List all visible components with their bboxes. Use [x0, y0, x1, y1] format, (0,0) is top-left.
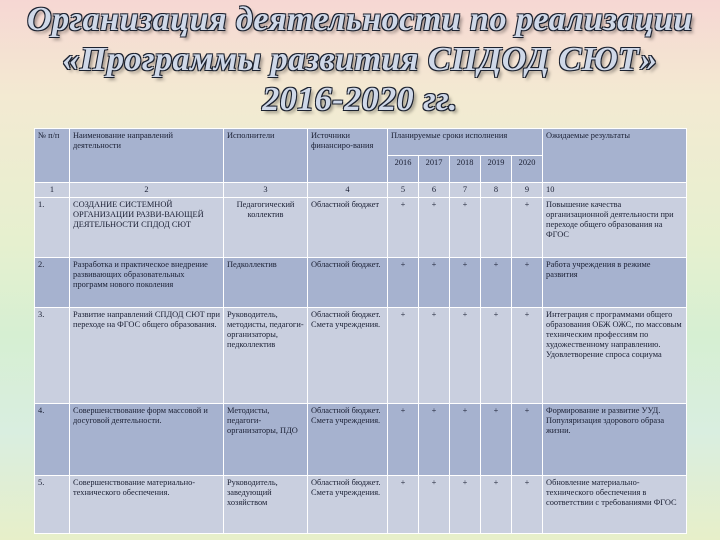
row-num: 1.: [35, 198, 70, 258]
year-2018: 2018: [450, 156, 481, 183]
row-mark: +: [450, 308, 481, 404]
row-mark: +: [419, 198, 450, 258]
row-mark: +: [419, 308, 450, 404]
row-result: Интеграция с программами общего образования ОБЖ ОЖС, по массовым техническим профессиям по художественному направлению. Удовлетворение спроса социума: [543, 308, 687, 404]
row-mark: [481, 198, 512, 258]
column-numbers-row: [35, 183, 687, 198]
col-number: 5: [388, 183, 419, 198]
year-2016: 2016: [388, 156, 419, 183]
col-number: 10: [543, 183, 687, 198]
row-result: Обновление материально-технического обеспечения в соответствии с требованиями ФГОС: [543, 476, 687, 534]
row-name: Развитие направлений СПДОД СЮТ при переходе на ФГОС общего образования.: [70, 308, 224, 404]
row-result: Работа учреждения в режиме развития: [543, 258, 687, 308]
row-mark: +: [419, 258, 450, 308]
row-mark: +: [512, 404, 543, 476]
col-number: 8: [481, 183, 512, 198]
row-name: СОЗДАНИЕ СИСТЕМНОЙ ОРГАНИЗАЦИИ РАЗВИ-ВАЮЩЕЙ ДЕЯТЕЛЬНОСТИ СПДОД СЮТ: [70, 198, 224, 258]
row-name: Совершенствование материально-технического обеспечения.: [70, 476, 224, 534]
row-mark: +: [512, 198, 543, 258]
row-funding: Областной бюджет. Смета учреждения.: [308, 308, 388, 404]
title-line-1: Организация деятельности по реализации: [27, 1, 693, 38]
header-terms: Планируемые сроки исполнения: [388, 129, 543, 156]
table-row: [35, 308, 687, 404]
col-number: 6: [419, 183, 450, 198]
year-2020: 2020: [512, 156, 543, 183]
row-funding: Областной бюджет: [308, 198, 388, 258]
row-num: 3.: [35, 308, 70, 404]
row-mark: +: [450, 198, 481, 258]
row-name: Совершенствование форм массовой и досуговой деятельности.: [70, 404, 224, 476]
col-number: 9: [512, 183, 543, 198]
row-funding: Областной бюджет. Смета учреждения.: [308, 404, 388, 476]
row-num: 5.: [35, 476, 70, 534]
row-mark: +: [388, 258, 419, 308]
table-row: [35, 404, 687, 476]
program-table: [34, 128, 687, 534]
row-mark: +: [450, 404, 481, 476]
row-mark: +: [419, 476, 450, 534]
header-results: Ожидаемые результаты: [543, 129, 687, 183]
row-executor: Руководитель, заведующий хозяйством: [224, 476, 308, 534]
table-row: [35, 258, 687, 308]
page-title: [0, 0, 720, 120]
table-row: [35, 476, 687, 534]
row-name: Разработка и практическое внедрение развивающих образовательных программ нового поколения: [70, 258, 224, 308]
title-line-2: «Программы развития СПДОД СЮТ»: [62, 41, 658, 78]
row-mark: +: [419, 404, 450, 476]
col-number: 3: [224, 183, 308, 198]
row-num: 2.: [35, 258, 70, 308]
row-mark: +: [388, 476, 419, 534]
row-mark: +: [481, 404, 512, 476]
row-mark: +: [512, 308, 543, 404]
col-number: 7: [450, 183, 481, 198]
row-mark: +: [481, 476, 512, 534]
row-funding: Областной бюджет. Смета учреждения.: [308, 476, 388, 534]
row-result: Формирование и развитие УУД. Популяризация здорового образа жизни.: [543, 404, 687, 476]
header-name: Наименование направлений деятельности: [70, 129, 224, 183]
row-mark: +: [388, 198, 419, 258]
col-number: 1: [35, 183, 70, 198]
year-2017: 2017: [419, 156, 450, 183]
row-mark: +: [388, 404, 419, 476]
row-num: 4.: [35, 404, 70, 476]
row-executor: Методисты, педагоги-организаторы, ПДО: [224, 404, 308, 476]
table-row: [35, 198, 687, 258]
title-line-3: 2016-2020 гг.: [262, 81, 458, 118]
row-executor: Педколлектив: [224, 258, 308, 308]
row-mark: +: [450, 476, 481, 534]
row-mark: +: [512, 258, 543, 308]
header-funding: Источники финансиро-вания: [308, 129, 388, 183]
row-funding: Областной бюджет.: [308, 258, 388, 308]
row-mark: +: [388, 308, 419, 404]
row-executor: Педагогический коллектив: [224, 198, 308, 258]
row-mark: +: [481, 258, 512, 308]
col-number: 2: [70, 183, 224, 198]
row-mark: +: [481, 308, 512, 404]
row-result: Повышение качества организационной деятельности при переходе общего образования на ФГОС: [543, 198, 687, 258]
year-2019: 2019: [481, 156, 512, 183]
row-executor: Руководитель, методисты, педагоги-организаторы, педколлектив: [224, 308, 308, 404]
header-num: № п/п: [35, 129, 70, 183]
row-mark: +: [450, 258, 481, 308]
row-mark: +: [512, 476, 543, 534]
col-number: 4: [308, 183, 388, 198]
header-executor: Исполнители: [224, 129, 308, 183]
